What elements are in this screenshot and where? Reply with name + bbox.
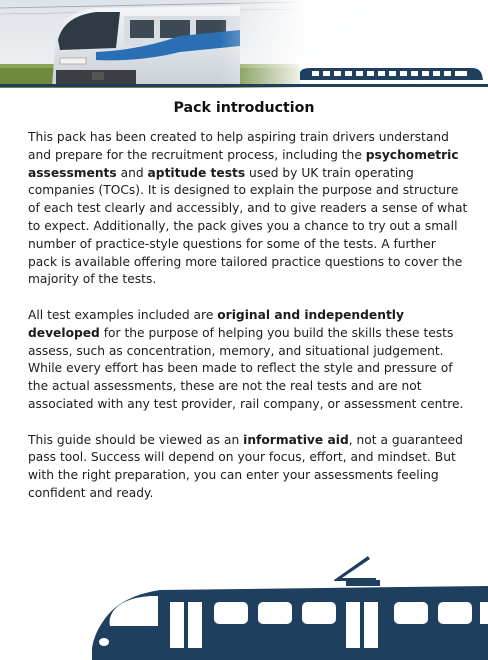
- train-photo-banner: [0, 0, 488, 88]
- paragraph-text: This pack has been created to help aspiring train drivers understand and prepare for the recruitment process, including the: [28, 130, 449, 162]
- header-rule: [0, 84, 488, 87]
- paragraph-text: All test examples included are: [28, 307, 218, 322]
- paragraph-text: , not a guaranteed pass tool. Success will depend on your focus, effort, and mindset. But with the right preparation, you can enter your assessments feeling confident and ready.: [28, 432, 463, 500]
- paragraph-text: used by UK train operating companies (TOCs). It is designed to explain the purpose and structure of each test clearly and accessibly, and to give readers a sense of what to expect. Additionally, the pack gives you a chance to try out a small number of practice-style questions for some of the tests. A further pack is available offering more tailored practice questions to cover the majority of the tests.: [28, 165, 468, 287]
- intro-body: [28, 129, 468, 521]
- paragraph-text: This guide should be viewed as an: [28, 432, 244, 447]
- paragraph-purpose: [28, 129, 468, 289]
- paragraph-disclaimer: [28, 432, 468, 503]
- highlight-informative-aid: informative aid: [243, 432, 349, 447]
- highlight-original: original and independently developed: [28, 307, 404, 340]
- page-title: Pack introduction: [173, 100, 315, 116]
- highlight-aptitude: aptitude tests: [147, 165, 246, 180]
- footer-train: [0, 550, 488, 660]
- highlight-psychometric: psychometric assessments: [28, 147, 459, 180]
- paragraph-originality: [28, 307, 468, 414]
- train-icon: [300, 68, 483, 80]
- train-silhouette-icon: [0, 550, 488, 660]
- paragraph-text: and: [116, 165, 148, 180]
- header-banner: [0, 0, 488, 88]
- paragraph-text: for the purpose of helping you build the skills these tests assess, such as concentration, memory, and situational judgement. While every effort has been made to reflect the style and pressure of the actual assessments, these are not the real tests and are not associated with any test provider, rail company, or assessment centre.: [28, 325, 464, 411]
